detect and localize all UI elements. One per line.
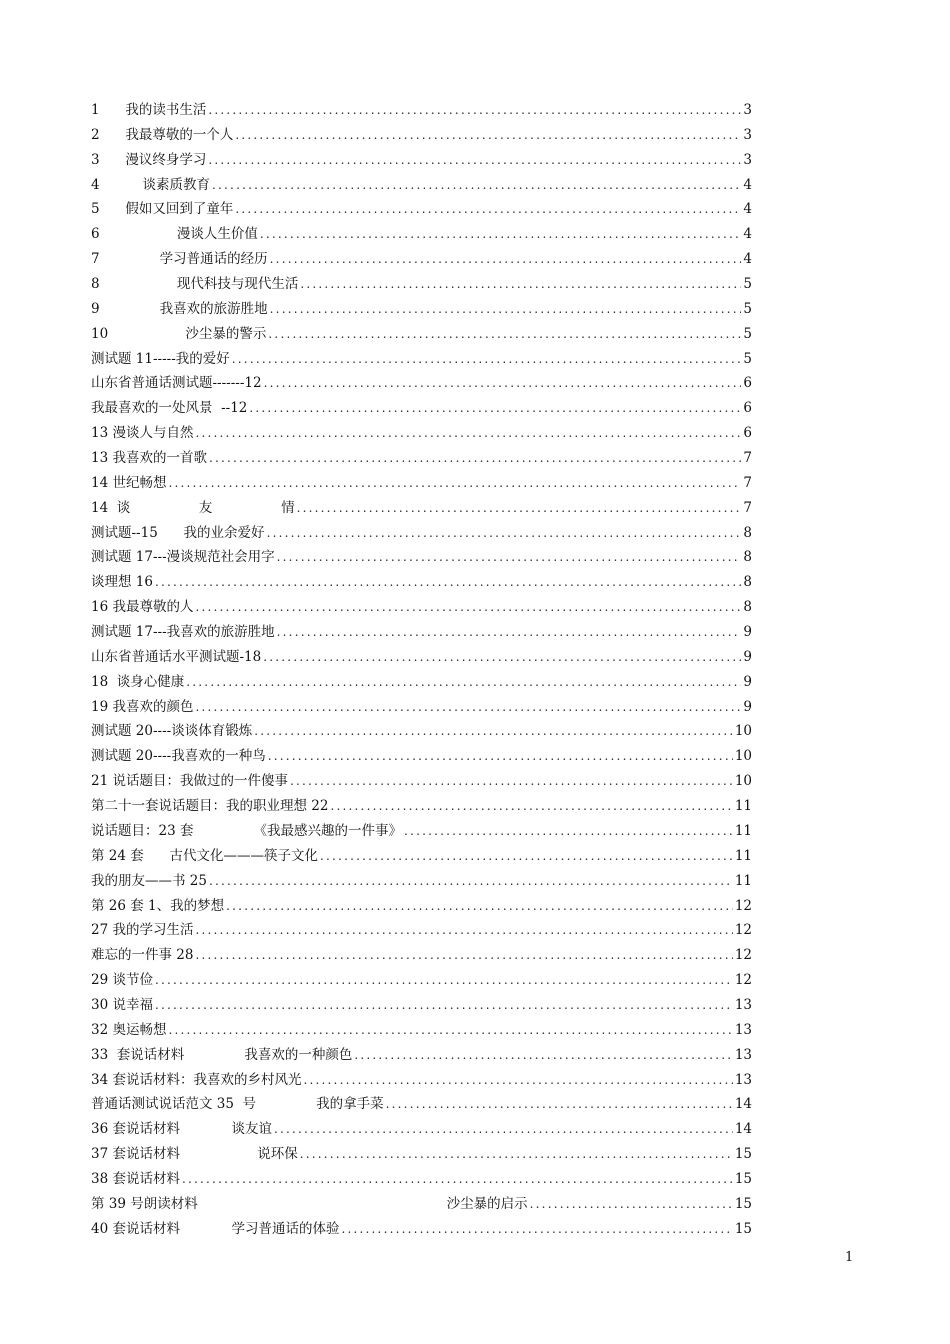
- toc-entry-title: 难忘的一件事 28: [91, 947, 194, 964]
- toc-entry-title: 19 我喜欢的颜色: [91, 698, 194, 715]
- toc-entry[interactable]: [91, 744, 752, 769]
- toc-entry-page: 8: [743, 574, 752, 591]
- toc-dot-leader: [300, 1142, 733, 1167]
- toc-entry[interactable]: [91, 421, 752, 446]
- toc-entry[interactable]: [91, 968, 752, 993]
- toc-entry[interactable]: [91, 496, 752, 521]
- toc-dot-leader: [264, 371, 742, 396]
- toc-entry-title: 3 漫议终身学习: [91, 151, 207, 168]
- toc-dot-leader: [155, 993, 733, 1018]
- toc-entry-page: 9: [743, 698, 752, 715]
- toc-entry[interactable]: [91, 521, 752, 546]
- toc-entry[interactable]: [91, 794, 752, 819]
- toc-entry-title: 山东省普通话水平测试题-18: [91, 648, 262, 665]
- toc-entry-title: 第 24 套 古代文化———筷子文化: [91, 847, 319, 864]
- toc-entry[interactable]: [91, 943, 752, 968]
- toc-entry-title: 10 沙尘暴的警示: [91, 325, 267, 342]
- toc-entry-title: 21 说话题目：我做过的一件傻事: [91, 773, 288, 790]
- toc-entry-title: 36 套说话材料 谈友谊: [91, 1121, 272, 1138]
- toc-dot-leader: [195, 918, 732, 943]
- toc-entry[interactable]: [91, 98, 752, 123]
- toc-entry-page: 13: [734, 1021, 752, 1038]
- toc-entry-title: 第 26 套 1、我的梦想: [91, 897, 225, 914]
- toc-entry-page: 15: [734, 1220, 752, 1237]
- toc-entry-page: 4: [743, 251, 752, 268]
- toc-entry-page: 10: [734, 723, 752, 740]
- toc-entry[interactable]: [91, 1092, 752, 1117]
- toc-dot-leader: [297, 496, 742, 521]
- toc-entry[interactable]: [91, 148, 752, 173]
- toc-dot-leader: [168, 1018, 732, 1043]
- toc-dot-leader: [270, 297, 742, 322]
- toc-dot-leader: [249, 396, 741, 421]
- toc-entry-page: 15: [734, 1170, 752, 1187]
- toc-dot-leader: [270, 247, 742, 272]
- toc-entry-page: 5: [743, 300, 752, 317]
- toc-entry-page: 13: [734, 1071, 752, 1088]
- toc-entry[interactable]: [91, 1018, 752, 1043]
- toc-entry-title: 37 套说话材料 说环保: [91, 1146, 298, 1163]
- toc-entry[interactable]: [91, 670, 752, 695]
- toc-entry-page: 9: [743, 673, 752, 690]
- toc-dot-leader: [155, 570, 741, 595]
- toc-entry-page: 7: [743, 474, 752, 491]
- toc-entry[interactable]: [91, 1217, 752, 1242]
- toc-entry[interactable]: [91, 918, 752, 943]
- toc-entry[interactable]: [91, 1117, 752, 1142]
- toc-entry-title: 2 我最尊敬的一个人: [91, 126, 234, 143]
- toc-entry[interactable]: [91, 819, 752, 844]
- toc-entry-page: 4: [743, 226, 752, 243]
- toc-entry[interactable]: [91, 993, 752, 1018]
- toc-entry-page: 11: [734, 822, 752, 839]
- toc-entry-title: 说话题目：23 套 《我最感兴趣的一件事》: [91, 822, 403, 839]
- toc-entry-title: 40 套说话材料 学习普通话的体验: [91, 1220, 340, 1237]
- toc-entry-page: 12: [734, 897, 752, 914]
- toc-dot-leader: [341, 1217, 732, 1242]
- toc-entry-page: 3: [743, 102, 752, 118]
- toc-entry-title: 18 谈身心健康: [91, 673, 185, 690]
- toc-entry[interactable]: [91, 347, 752, 372]
- toc-entry-page: 5: [743, 276, 752, 293]
- toc-dot-leader: [195, 421, 741, 446]
- toc-entry[interactable]: [91, 272, 752, 297]
- toc-entry-page: 6: [743, 425, 752, 442]
- toc-dot-leader: [254, 719, 733, 744]
- toc-entry-title: 谈理想 16: [91, 574, 153, 591]
- toc-entry-title: 13 我喜欢的一首歌: [91, 450, 207, 467]
- toc-entry-page: 8: [743, 524, 752, 541]
- toc-entry[interactable]: [91, 645, 752, 670]
- toc-entry-title: 7 学习普通话的经历: [91, 251, 268, 268]
- toc-entry-page: 14: [734, 1096, 752, 1113]
- toc-entry-title: 测试题 20----我喜欢的一种鸟: [91, 748, 266, 765]
- toc-entry[interactable]: [91, 247, 752, 272]
- toc-entry-title: 33 套说话材料 我喜欢的一种颜色: [91, 1046, 353, 1063]
- toc-dot-leader: [277, 545, 742, 570]
- toc-entry-page: 12: [734, 947, 752, 964]
- toc-entry-title: 27 我的学习生活: [91, 922, 194, 939]
- toc-entry[interactable]: [91, 844, 752, 869]
- toc-entry-page: 10: [734, 773, 752, 790]
- toc-entry-page: 9: [743, 624, 752, 641]
- toc-entry-title: 测试题 17---漫谈规范社会用字: [91, 549, 275, 566]
- toc-entry-page: 7: [743, 450, 752, 467]
- toc-dot-leader: [303, 1068, 732, 1093]
- toc-entry[interactable]: [91, 1068, 752, 1093]
- toc-dot-leader: [330, 794, 732, 819]
- toc-dot-leader: [208, 98, 741, 123]
- toc-entry[interactable]: [91, 322, 752, 347]
- toc-dot-leader: [267, 521, 742, 546]
- toc-entry-page: 14: [734, 1121, 752, 1138]
- toc-entry-page: 5: [743, 350, 752, 367]
- toc-entry[interactable]: [91, 297, 752, 322]
- toc-entry-title: 山东省普通话测试题-------12: [91, 375, 262, 392]
- toc-entry-title: 5 假如又回到了童年: [91, 201, 234, 218]
- toc-dot-leader: [168, 471, 741, 496]
- toc-dot-leader: [320, 844, 733, 869]
- toc-entry-page: 8: [743, 599, 752, 616]
- toc-entry[interactable]: [91, 1192, 752, 1217]
- toc-entry-title: 普通话测试说话范文 35 号 我的拿手菜: [91, 1096, 384, 1113]
- toc-dot-leader: [208, 148, 741, 173]
- toc-entry-page: 13: [734, 1046, 752, 1063]
- toc-entry-title: 4 谈素质教育: [91, 176, 211, 193]
- toc-entry[interactable]: [91, 123, 752, 148]
- toc-entry-title: 30 说幸福: [91, 996, 153, 1013]
- toc-dot-leader: [235, 197, 741, 222]
- toc-dot-leader: [277, 620, 742, 645]
- toc-dot-leader: [260, 222, 742, 247]
- toc-entry-page: 5: [743, 325, 752, 342]
- toc-entry[interactable]: [91, 719, 752, 744]
- toc-entry-page: 11: [734, 847, 752, 864]
- toc-entry-page: 12: [734, 972, 752, 989]
- toc-entry[interactable]: [91, 222, 752, 247]
- toc-entry[interactable]: [91, 197, 752, 222]
- toc-entry-title: 第 39 号朗读材料 沙尘暴的启示: [91, 1195, 528, 1212]
- toc-dot-leader: [195, 943, 732, 968]
- toc-dot-leader: [300, 272, 741, 297]
- toc-entry-page: 3: [743, 126, 752, 143]
- toc-entry-page: 4: [743, 176, 752, 193]
- toc-dot-leader: [263, 645, 741, 670]
- toc-entry-page: 4: [743, 201, 752, 218]
- toc-entry-title: 16 我最尊敬的人: [91, 599, 194, 616]
- toc-entry-title: 32 奥运畅想: [91, 1021, 167, 1038]
- toc-dot-leader: [195, 595, 741, 620]
- toc-entry-title: 6 漫谈人生价值: [91, 226, 258, 243]
- toc-entry[interactable]: [91, 1142, 752, 1167]
- toc-entry-title: 14 谈 友 情: [91, 499, 295, 516]
- toc-dot-leader: [530, 1192, 733, 1217]
- toc-entry[interactable]: [91, 446, 752, 471]
- toc-entry-page: 7: [743, 499, 752, 516]
- toc-dot-leader: [155, 968, 733, 993]
- toc-entry-title: 测试题 17---我喜欢的旅游胜地: [91, 624, 275, 641]
- toc-entry[interactable]: [91, 869, 752, 894]
- toc-entry[interactable]: [91, 371, 752, 396]
- toc-dot-leader: [232, 347, 742, 372]
- toc-dot-leader: [386, 1092, 733, 1117]
- toc-dot-leader: [290, 769, 733, 794]
- toc-dot-leader: [182, 1167, 733, 1192]
- toc-entry-title: 13 漫谈人与自然: [91, 425, 194, 442]
- toc-entry-page: 11: [734, 798, 752, 815]
- toc-entry-title: 测试题 20----谈谈体育锻炼: [91, 723, 253, 740]
- page-number: 1: [845, 1250, 854, 1265]
- toc-dot-leader: [268, 744, 733, 769]
- toc-entry[interactable]: [91, 471, 752, 496]
- toc-entry[interactable]: [91, 1167, 752, 1192]
- toc-entry-page: 11: [734, 872, 752, 889]
- toc-entry[interactable]: [91, 695, 752, 720]
- toc-dot-leader: [195, 695, 741, 720]
- toc-entry[interactable]: [91, 894, 752, 919]
- toc-entry-page: 6: [743, 375, 752, 392]
- toc-entry-title: 测试题--15 我的业余爱好: [91, 524, 265, 541]
- toc-dot-leader: [274, 1117, 733, 1142]
- toc-entry-title: 9 我喜欢的旅游胜地: [91, 300, 268, 317]
- toc-entry-page: 3: [743, 151, 752, 168]
- toc-dot-leader: [268, 322, 741, 347]
- toc-dot-leader: [404, 819, 733, 844]
- toc-entry-page: 12: [734, 922, 752, 939]
- toc-dot-leader: [209, 446, 741, 471]
- toc-entry-title: 我的朋友——书 25: [91, 872, 207, 889]
- toc-entry[interactable]: [91, 620, 752, 645]
- toc-entry-title: 1 我的读书生活: [91, 102, 207, 118]
- toc-entry-title: 34 套说话材料：我喜欢的乡村风光: [91, 1071, 302, 1088]
- toc-dot-leader: [226, 894, 733, 919]
- toc-entry-title: 我最喜欢的一处风景 --12: [91, 400, 248, 417]
- toc-entry-page: 6: [743, 400, 752, 417]
- toc-entry-title: 14 世纪畅想: [91, 474, 167, 491]
- table-of-contents: [91, 98, 752, 1242]
- toc-entry[interactable]: [91, 173, 752, 198]
- toc-entry-title: 8 现代科技与现代生活: [91, 276, 299, 293]
- toc-entry[interactable]: [91, 1043, 752, 1068]
- toc-entry-page: 9: [743, 648, 752, 665]
- toc-entry[interactable]: [91, 769, 752, 794]
- toc-dot-leader: [186, 670, 741, 695]
- toc-dot-leader: [209, 869, 733, 894]
- toc-entry-page: 8: [743, 549, 752, 566]
- toc-dot-leader: [354, 1043, 732, 1068]
- toc-dot-leader: [235, 123, 741, 148]
- toc-entry-title: 38 套说话材料: [91, 1170, 180, 1187]
- toc-entry-page: 10: [734, 748, 752, 765]
- toc-entry-page: 13: [734, 996, 752, 1013]
- toc-entry-page: 15: [734, 1195, 752, 1212]
- toc-dot-leader: [212, 173, 741, 198]
- toc-entry-page: 15: [734, 1146, 752, 1163]
- toc-entry[interactable]: [91, 545, 752, 570]
- toc-entry-title: 测试题 11-----我的爱好: [91, 350, 230, 367]
- toc-entry-title: 29 谈节俭: [91, 972, 153, 989]
- toc-entry[interactable]: [91, 570, 752, 595]
- toc-entry[interactable]: [91, 595, 752, 620]
- toc-entry[interactable]: [91, 396, 752, 421]
- toc-entry-title: 第二十一套说话题目：我的职业理想 22: [91, 798, 329, 815]
